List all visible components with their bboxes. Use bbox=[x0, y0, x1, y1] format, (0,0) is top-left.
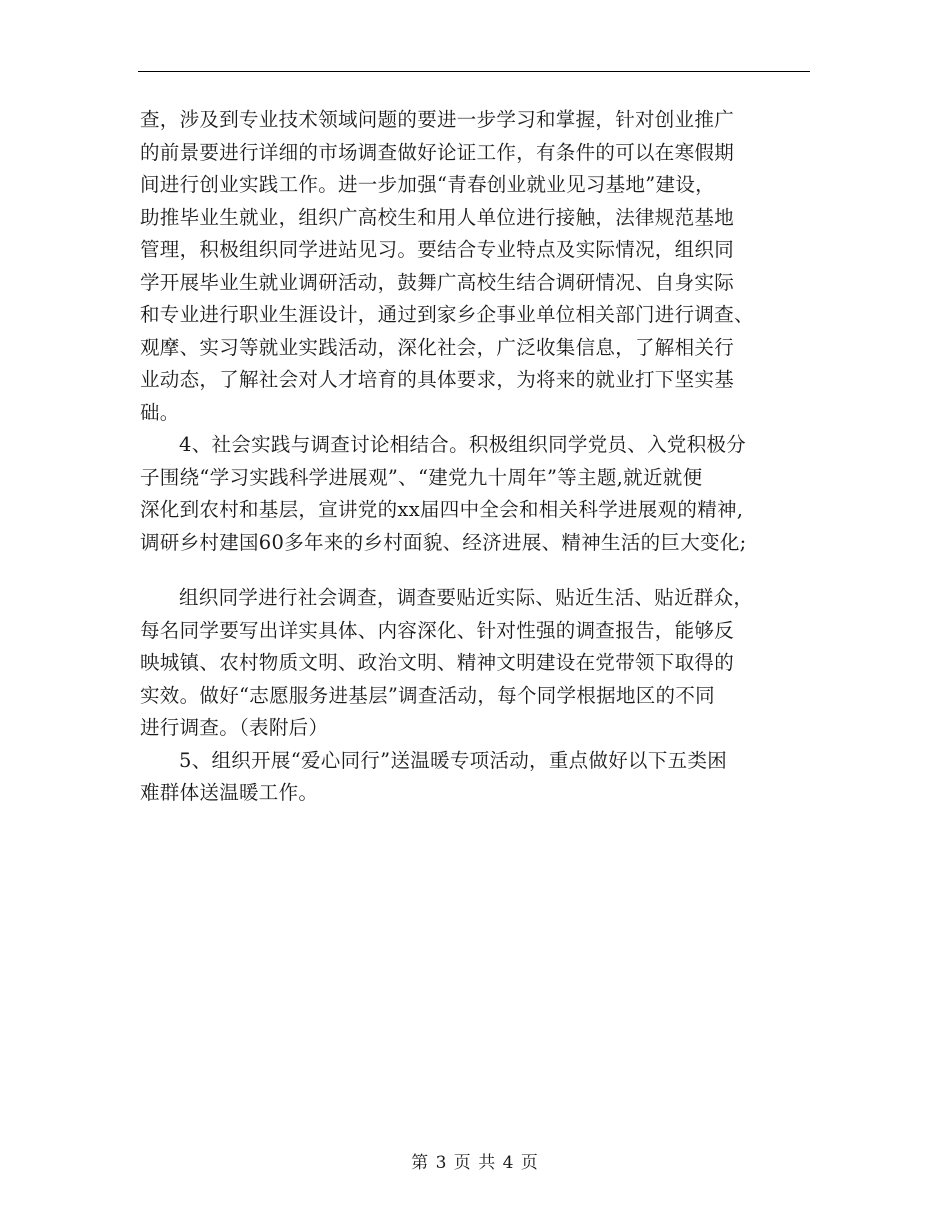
text-line: 子围绕“学习实践科学进展观”、“建党九十周年”等主题,就近就便 bbox=[140, 465, 703, 489]
paragraph-survey bbox=[140, 582, 820, 745]
header-rule bbox=[138, 71, 810, 72]
document-body bbox=[140, 104, 820, 810]
text-line: 映城镇、农村物质文明、政治文明、精神文明建设在党带领下取得的 bbox=[140, 651, 735, 674]
page-number-footer: 第 3 页 共 4 页 bbox=[411, 1153, 539, 1173]
text-line: 的前景要进行详细的市场调查做好论证工作，有条件的可以在寒假期 bbox=[140, 140, 735, 164]
text-line: 难群体送温暖工作。 bbox=[140, 781, 319, 804]
text-line: 查，涉及到专业技术领域问题的要进一步学习和掌握，针对创业推广 bbox=[140, 108, 735, 131]
text-line: 助推毕业生就业，组织广高校生和用人单位进行接触，法律规范基地 bbox=[140, 205, 735, 229]
text-line: 学开展毕业生就业调研活动，鼓舞广高校生结合调研情况、自身实际 bbox=[140, 270, 735, 294]
text-line: 每名同学要写出详实具体、内容深化、针对性强的调查报告，能够反 bbox=[140, 618, 735, 642]
text-line: 实效。做好“志愿服务进基层”调查活动，每个同学根据地区的不同 bbox=[140, 683, 715, 707]
text-line: 业动态，了解社会对人才培育的具体要求，为将来的就业打下坚实基 bbox=[140, 368, 735, 391]
text-line: 组织同学进行社会调查，调查要贴近实际、贴近生活、贴近群众， bbox=[179, 586, 754, 609]
paragraph-item-5 bbox=[140, 745, 820, 810]
text-line: 5、组织开展“爱心同行”送温暖专项活动，重点做好以下五类困 bbox=[179, 748, 728, 772]
text-line: 4、社会实践与调查讨论相结合。积极组织同学党员、入党积极分 bbox=[179, 433, 747, 456]
text-line: 管理，积极组织同学进站见习。要结合专业特点及实际情况，组织同 bbox=[140, 238, 735, 261]
paragraph-item-4 bbox=[140, 429, 820, 559]
text-line: 础。 bbox=[140, 400, 180, 424]
paragraph-gap bbox=[140, 559, 820, 582]
paragraph-continuation bbox=[140, 104, 820, 429]
text-line: 调研乡村建国60多年来的乡村面貌、经济进展、精神生活的巨大变化; bbox=[140, 530, 747, 554]
text-line: 间进行创业实践工作。进一步加强“青春创业就业见习基地”建设， bbox=[140, 173, 715, 196]
text-line: 和专业进行职业生涯设计，通过到家乡企事业单位相关部门进行调查、 bbox=[140, 303, 754, 326]
text-line: 深化到农村和基层，宣讲党的xx届四中全会和相关科学进展观的精神, bbox=[140, 498, 744, 521]
text-line: 观摩、实习等就业实践活动，深化社会，广泛收集信息，了解相关行 bbox=[140, 335, 735, 359]
text-line: 进行调查。（表附后） bbox=[140, 716, 329, 739]
